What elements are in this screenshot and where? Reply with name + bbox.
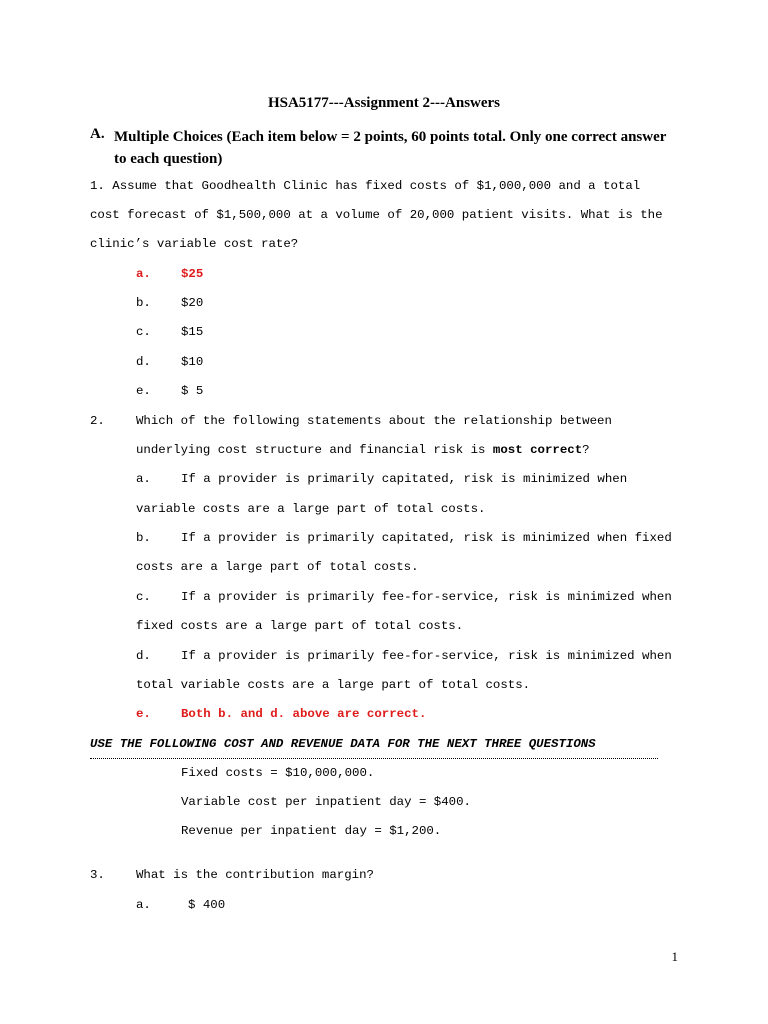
q3-text: What is the contribution margin?: [136, 868, 374, 882]
q2-text-line1: Which of the following statements about the relationship between: [136, 414, 612, 428]
q2-text-line2-pre: underlying cost structure and financial risk is: [136, 443, 493, 457]
q2-option-c-line2: fixed costs are a large part of total costs.: [136, 619, 464, 633]
data-instructions-heading: USE THE FOLLOWING COST AND REVENUE DATA FOR THE NEXT THREE QUESTIONS: [90, 737, 596, 751]
q2-number: 2.: [90, 414, 105, 428]
q1-option-d-letter: d.: [136, 355, 151, 369]
q1-option-e-letter: e.: [136, 384, 151, 398]
q2-option-c-letter: c.: [136, 590, 151, 604]
section-a-heading-line1: Multiple Choices (Each item below = 2 points, 60 points total. Only one correct answer: [114, 129, 667, 145]
q1-option-a-text: $25: [181, 267, 204, 281]
section-a-heading: [114, 126, 694, 170]
section-a-letter: A.: [90, 126, 105, 142]
q2-option-e-letter: e.: [136, 707, 151, 721]
q2-option-b-line1: If a provider is primarily capitated, risk is minimized when fixed: [181, 531, 672, 545]
q1-option-e-text: $ 5: [181, 384, 204, 398]
q1-option-b-letter: b.: [136, 296, 151, 310]
q2-option-e-text: Both b. and d. above are correct.: [181, 707, 427, 721]
q1-option-c-text: $15: [181, 325, 204, 339]
q2-option-d-line2: total variable costs are a large part of total costs.: [136, 678, 531, 692]
q1-option-d-text: $10: [181, 355, 204, 369]
q2-option-a-line2: variable costs are a large part of total costs.: [136, 502, 486, 516]
page-number: 1: [671, 949, 678, 964]
q1-text-line2: cost forecast of $1,500,000 at a volume of 20,000 patient visits. What is the: [90, 208, 663, 222]
q2-option-b-letter: b.: [136, 531, 151, 545]
q2-text-line2-post: ?: [582, 443, 590, 457]
q2-option-b-line2: costs are a large part of total costs.: [136, 560, 419, 574]
q2-text-line2: [136, 443, 590, 457]
q2-option-a-line1: If a provider is primarily capitated, risk is minimized when: [181, 472, 628, 486]
q2-option-c-line1: If a provider is primarily fee-for-service, risk is minimized when: [181, 590, 672, 604]
q1-option-b-text: $20: [181, 296, 204, 310]
data-variable-cost: Variable cost per inpatient day = $400.: [181, 795, 471, 809]
q2-option-d-line1: If a provider is primarily fee-for-service, risk is minimized when: [181, 649, 672, 663]
q1-option-c-letter: c.: [136, 325, 151, 339]
q1-text-line1: 1. Assume that Goodhealth Clinic has fixed costs of $1,000,000 and a total: [90, 179, 641, 193]
data-fixed-costs: Fixed costs = $10,000,000.: [181, 766, 375, 780]
q3-number: 3.: [90, 868, 105, 882]
q2-option-a-letter: a.: [136, 472, 151, 486]
dotted-divider: [90, 758, 658, 759]
q2-emphasis: most correct: [492, 443, 583, 457]
q1-text-line3: clinic’s variable cost rate?: [90, 237, 299, 251]
section-a-heading-line2: to each question): [114, 151, 223, 167]
document-title: HSA5177---Assignment 2---Answers: [267, 95, 501, 111]
q3-option-a-text: $ 400: [188, 898, 226, 912]
q1-option-a-letter: a.: [136, 267, 151, 281]
q2-option-d-letter: d.: [136, 649, 151, 663]
data-revenue: Revenue per inpatient day = $1,200.: [181, 824, 442, 838]
q3-option-a-letter: a.: [136, 898, 151, 912]
